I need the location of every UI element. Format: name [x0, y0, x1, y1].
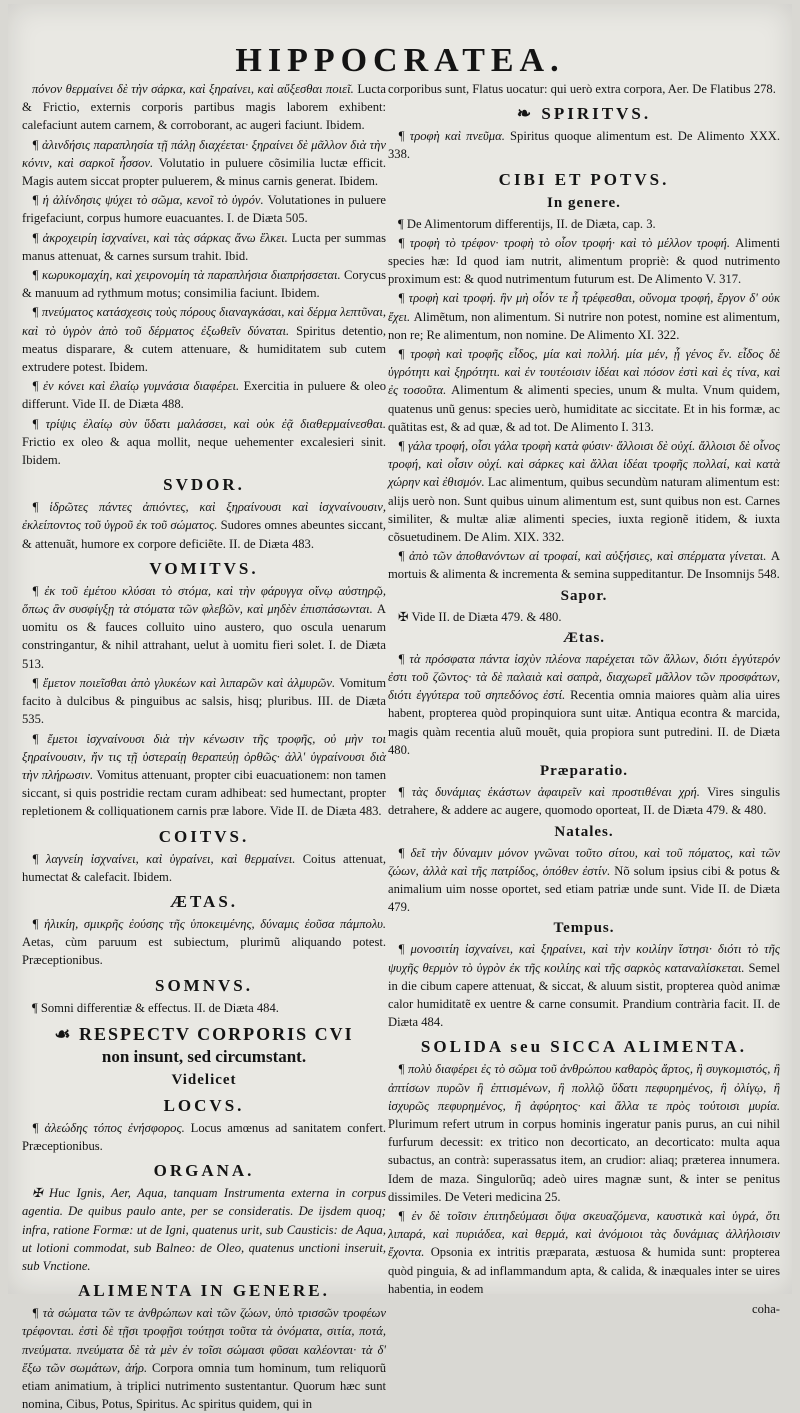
entry-paragraph — [388, 234, 780, 289]
subsection-heading: In genere. — [547, 194, 621, 211]
latin-text: Vires singulis detrahere, & addere ac augere, quomodo oporteat, II. de Diæta 479. & 480. — [388, 785, 780, 818]
entry-paragraph — [22, 850, 386, 886]
section-heading: SVDOR. — [163, 475, 245, 495]
greek-text: ¶ ἐκ τοῦ ἐμέτου κλύσαι τὸ στόμα, καὶ τὴν φάρυγγα οἴνῳ αὐστηρῷ, ὅπως ἂν συσφίγξῃ τὰ στόματα τῶν φλεβῶν, καὶ μηδὲν ἐπισπάσωνται. — [22, 583, 386, 617]
latin-text: ✠ Vide II. de Diæta 479. & 480. — [398, 609, 562, 624]
greek-text: ¶ πνεύματος κατάσχεσις τοὺς πόρους διαναγκάσαι, καὶ δέρμα λεπτῦναι, καὶ τὸ ὑγρὸν ἀπὸ τοῦ δέρματος ἐξωθεῖν δύναται. — [22, 305, 386, 338]
italic-note: ✠ Huc Ignis, Aer, Aqua, tanquam Instrumenta externa in corpus agentia. De quibus paulo ante, per se consideratis. De ijsdem quoq; infra, ratione Formæ: ut de Igni, quatenus urit, sub Causticis: de Aqua, ut lotioni commodat, sub Balneo: de Oleo, quatenus unctioni inseruit, sub Vnctione. — [22, 1186, 386, 1273]
greek-text: ¶ ἀπὸ τῶν ἀποθανόντων αἱ τροφαί, καὶ αὐξήσιες, καὶ σπέρματα γίνεται. — [398, 549, 767, 564]
latin-text: Exercitia in puluere & oleo differunt. Vide II. de Diæta 488. — [22, 379, 386, 412]
entry-paragraph — [22, 674, 386, 729]
greek-text: ¶ κωρυκομαχίη, καὶ χειρονομίη τὰ παραπλήσια διαπρήσσεται. — [32, 268, 341, 283]
greek-text: ¶ δεῖ τὴν δύναμιν μόνον γνῶναι τοῦτο σίτου, καὶ τοῦ πόματος, καὶ τῶν ζώων, ἀλλὰ καὶ τῆς πατρίδος, ὁπόθεν ἐστίν. — [388, 845, 780, 878]
latin-text: Corycus & manuum ad rythmum motus; consimilia faciunt. Ibidem. — [22, 268, 387, 301]
latin-text: Corpora omnia tum hominum, tum reliquorũ etiam animatium, à triplici nutrimento sustentantur. Quorum hæc sunt nomina, Cibus, Potus, Spiritus. Ac spiritus quidem, qui in — [22, 1360, 386, 1412]
greek-text: ¶ ἐν δὲ τοῖσιν ἐπιτηδεύμασι ὄψα σκευαζόμενα, καυστικὰ καὶ ὑγρά, ὅτι λιπαρά, καὶ πυριάδεα, καὶ θερμά, καὶ ἀνόμοιοι τὰς δυνάμιας ἀλλήλοισιν ἔχοντα. — [388, 1208, 780, 1260]
greek-text: ¶ τὰ σώματα τῶν τε ἀνθρώπων καὶ τῶν ζώων, ὑπὸ τρισσῶν τροφέων τρέφονται. ἐστὶ δὲ τῇσι τροφῇσι τούτῃσι τοῦτα τὰ ὀνόματα, σιτία, ποτά, πνεύματα. πνεύματα δὲ τὰ μὲν ἐν τοῖσι σώμασι φῦσαι καλέονται· τὰ δ' ἔξω τῶν σωμάτων, ἀήρ. — [22, 1306, 386, 1375]
section-heading: VOMITVS. — [149, 558, 259, 578]
catchword: coha- — [752, 1301, 780, 1316]
latin-text: Alimentum & alimenti species, unum & multa. Vnum quidem, quatenus unũ genus: species uerò, humiditate ac siccitate. Et in his formæ, ac quãtitas est, & ad quæ, & ad tot. De Alimento I. 313. — [388, 383, 780, 434]
entry-paragraph — [388, 437, 780, 546]
entry-paragraph — [388, 650, 780, 759]
latin-text: Volutationes in puluere frigefaciunt, corpus humore euacuantes. I. de Diæta 505. — [22, 193, 386, 226]
entry-paragraph — [22, 582, 386, 673]
section-heading: ALIMENTA IN GENERE. — [78, 1281, 330, 1301]
subsection-heading: Tempus. — [553, 920, 615, 937]
entry-paragraph — [22, 1119, 386, 1155]
greek-text: ¶ ἀκροχειρίη ἰσχναίνει, καὶ τὰς σάρκας ἄνω ἕλκει. — [32, 230, 288, 245]
entry-paragraph — [22, 191, 386, 227]
entry-paragraph — [388, 940, 780, 1031]
entry-paragraph — [388, 127, 780, 163]
greek-text: ¶ ἔμετον ποιεῖσθαι ἀπὸ γλυκέων καὶ λιπαρῶν καὶ ἁλμυρῶν. — [32, 675, 336, 690]
subsection-heading: Videlicet — [171, 1071, 237, 1088]
subsection-heading: Sapor. — [560, 587, 608, 604]
subsection-heading: Natales. — [554, 823, 614, 840]
entry-paragraph — [22, 303, 386, 376]
greek-text: ¶ πολὺ διαφέρει ἐς τὸ σῶμα τοῦ ἀνθρώπου καθαρὸς ἄρτος, ἢ συγκομιστός, ἢ ἀπτίσων πυρῶν ἢ ἐπτισμένων, ἢ πολλῷ ὕδατι πεφυρημένος, ἢ ὀλίγῳ, ἢ ἰσχυρῶς πεφυρημένος, ἢ ἀφύρητος· καὶ ἄλλα τε πρὸς τούτοισι μυρία. — [388, 1062, 780, 1113]
entry-paragraph — [22, 1304, 386, 1413]
right-column — [388, 80, 781, 1316]
greek-text: ¶ ἔμετοι ἰσχναίνουσι διὰ τὴν κένωσιν τῆς τροφῆς, οὐ μὴν τοι ξηραίνουσιν, ἤν τις τῇ ὑστεραίῃ θεραπεύῃ ὀρθῶς· ἀλλ' ὑγραίνουσι διὰ τὴν πλήρωσιν. — [22, 731, 386, 782]
paragraph: corporibus sunt, Flatus uocatur: qui uerò extra corpora, Aer. De Flatibus 278. — [388, 82, 776, 96]
latin-text: Alimenti species hæ: Id quod iam nutrit, alimentum propriè: & quod nutrimento proximum est: & quod nutrimentum futurum est. De Alimento V. 317. — [388, 235, 780, 287]
greek-text: ¶ γάλα τροφή, οἷσι γάλα τροφὴ κατὰ φύσιν· ἄλλοισι δὲ οὐχί. ἄλλοισι δὲ οἶνος τροφή, καὶ οἷσιν οὐχί. καὶ σάρκες καὶ ἄλλαι ἰδέαι τροφῆς πολλαί, καὶ κατὰ χώρην καὶ ἐθισμόν. — [388, 439, 780, 490]
latin-text: Frictio ex oleo & aqua mollit, neque uehementer excalesieri sinit. Ibidem. — [22, 434, 386, 468]
latin-text: A uomitu os & fauces colluito uino austero, quo oscula uenarum constringantur, & nihil attrahant, uelut à uomitu fieri solet. I. de Diæta 513. — [22, 602, 386, 671]
latin-text: Vomitus attenuant, propter cibi euacuationem: non tamen siccant, si quis postridie rectam curam adhibeat: sed humectant, propter repletionem & colliquationem carnis præ labore. Vide II. de Diæta 483. — [22, 767, 387, 819]
major-heading: ☙ RESPECTV CORPORIS CVI — [54, 1023, 354, 1044]
greek-text: ¶ ἡ ἀλίνδησις ψύχει τὸ σῶμα, κενοῖ τὸ ὑγρόν. — [32, 193, 264, 208]
greek-text: ¶ τροφὴ τὸ τρέφον· τροφὴ τὸ οἷον τροφή· καὶ τὸ μέλλον τροφή. — [398, 235, 731, 250]
entry-paragraph — [22, 999, 386, 1017]
entry-paragraph — [388, 1207, 780, 1298]
greek-text: ¶ ἀλινδήσις παραπλησία τῇ πάλῃ διαχέεται· ξηραίνει δὲ μᾶλλον διὰ τὴν κόνιν, καὶ σαρκοῖ ἧσσον. — [22, 137, 386, 170]
greek-text: ¶ ἀλεώδης τόπος ἐνήσφορος. — [32, 1120, 185, 1135]
entry-paragraph — [388, 1060, 780, 1206]
latin-text: Lucta & Frictio, externis corporis partibus magis laborem exhibent: calefaciunt autem carnem, & corroborant, ac augeri faciunt. Ibidem. — [22, 82, 386, 133]
greek-text: ¶ τρίψις ἐλαίῳ σὺν ὕδατι μαλάσσει, καὶ οὐκ ἐᾷ διαθερμαίνεσθαι. — [32, 416, 386, 431]
entry-paragraph — [388, 289, 780, 344]
greek-text: ¶ τὰς δυνάμιας ἑκάστων ἀφαιρεῖν καὶ προστιθέναι χρή. — [398, 785, 700, 800]
greek-text: πόνον θερμαίνει δὲ τὴν σάρκα, καὶ ξηραίνει, καὶ αὔξεσθαι ποιεῖ. — [32, 82, 354, 96]
greek-text: ¶ ἐν κόνει καὶ ἐλαίῳ γυμνάσια διαφέρει. — [32, 379, 240, 394]
latin-text: Spiritus detentio, meatus disparare, & cutem attenuare, & humiditatem sub cutem extrudere potest. Ibidem. — [22, 323, 386, 375]
subsection-heading: Præparatio. — [539, 763, 629, 780]
latin-text: ¶ De Alimentorum differentijs, II. de Diæta, cap. 3. — [398, 216, 656, 231]
entry-paragraph — [22, 915, 386, 970]
entry-paragraph — [388, 215, 780, 233]
entry-paragraph — [388, 547, 780, 583]
greek-text: ¶ τροφὴ καὶ τροφῆς εἶδος, μία καὶ πολλή. μία μέν, ᾗ γένος ἕν. εἶδος δὲ ὑγρότητι καὶ ξηρότητι. καὶ ἐν τουτέοισιν ἰδέαι καὶ πόσον ἐστὶ καὶ ἐς τίνα, καὶ ἐς τοσοῦτα. — [388, 347, 780, 398]
latin-text: Vomitum facito à dulcibus & pinguibus ac salsis, hisq; pluribus. III. de Diæta 535. — [22, 675, 386, 727]
left-column — [22, 80, 387, 1412]
page — [8, 4, 792, 1412]
latin-text: Aetas, cùm paruum est subiectum, plurimũ aliquando potest. Præceptionibus. — [22, 935, 386, 968]
entry-paragraph — [22, 229, 386, 265]
subsection-heading: Ætas. — [562, 629, 606, 646]
greek-text: ¶ μονοσιτίη ἰσχναίνει, καὶ ξηραίνει, καὶ τὴν κοιλίην ἵστησι· διότι τὸ τῆς ψυχῆς θερμὸν τὸ ὑγρὸν ἐκ τῆς κοιλίης καὶ τῆς σαρκὸς καταναλίσκεται. — [388, 942, 780, 975]
section-heading: ORGANA. — [153, 1161, 255, 1181]
major-heading-subline: non insunt, sed circumstant. — [101, 1046, 307, 1066]
latin-text: Sudores omnes abeuntes siccant, & attenuãt, humore ex corpore deficiẽte. II. de Diæta 483. — [22, 518, 387, 551]
greek-text: ¶ τροφὴ καὶ πνεῦμα. — [398, 129, 505, 144]
latin-text: Lac alimentum, quibus secundùm naturam alimentum est: alijs uerò non. Sunt quibus uinum alimentum est, sunt quibus non est. Carnes similiter, & multæ aliæ alimenti species, iuxta regionẽ itidem, & iuxta cõsuetudinem. De Alim. XIX. 332. — [388, 475, 780, 545]
entry-paragraph — [388, 844, 780, 917]
latin-text: ¶ Somni differentiæ & effectus. II. de Diæta 484. — [32, 1000, 279, 1015]
entry-paragraph — [22, 730, 386, 821]
entry-paragraph — [388, 783, 780, 819]
latin-text: Opsonia ex intritis præparata, æstuosa & humida sunt: propterea quòd pinguia, & ad inflammandum apta, & calida, & inæquales inter se uires habentia, in eodem — [388, 1245, 781, 1296]
latin-text: Nõ solum ipsius cibi & potus & animalium uim nosse oportet, sed etiam patriæ unde sunt. Vide II. de Diæta 479. — [388, 863, 780, 915]
section-heading: COITVS. — [158, 826, 250, 846]
section-heading: SOMNVS. — [155, 975, 253, 995]
greek-text: ¶ τροφὴ καὶ τροφή. ἢν μὴ οἷόν τε ἦ τρέφεσθαι, οὔνομα τροφή, ἔργον δ' οὐκ ἔχει. — [388, 291, 780, 324]
latin-text: Lucta per summas manus attenuat, & carnes sursum trahit. Ibid. — [22, 230, 387, 263]
section-heading: ❧ SPIRITVS. — [516, 104, 652, 124]
entry-paragraph — [388, 608, 780, 626]
section-heading: SOLIDA seu SICCA ALIMENTA. — [420, 1037, 748, 1057]
latin-text: A mortuis & alimenta & incrementa & semina suppeditantur. De Insomnijs 548. — [388, 549, 780, 582]
section-heading: CIBI ET POTVS. — [498, 169, 670, 189]
entry-paragraph — [388, 345, 780, 436]
greek-text: ¶ λαγνείη ἰσχναίνει, καὶ ὑγραίνει, καὶ θερμαίνει. — [32, 851, 296, 866]
latin-text: Locus amœnus ad sanitatem confert. Præceptionibus. — [22, 1120, 386, 1153]
section-heading: ÆTAS. — [169, 891, 239, 911]
latin-text: Plurimum refert utrum in corpus hominis ingeratur panis purus, an cui nihil furfurum decessit: ex tritico non decorticato, an decorticato: multa aqua subactus, an contrà: superassatus item, an crudior: aliaq; præterea innumera. Idem de maza. Singulorũq; adeò uires magnæ sunt, & inter se penitus dissimiles. De Veteri medicina 25. — [388, 1116, 780, 1204]
latin-text: Recentia omnia maiores quàm alia uires habent, propterea quòd propinquiora sunt uitæ. Antiqua econtra & marcida, magis quàm recentia aluũ mouẽt, quia propiora sunt putredini. II. de Diæta 480. — [388, 688, 780, 757]
running-header: HIPPOCRATEA. — [235, 42, 565, 79]
entry-paragraph — [22, 377, 386, 413]
entry-paragraph — [22, 415, 386, 470]
latin-text: Coitus attenuat, humectat & calefacit. Ibidem. — [22, 851, 386, 884]
latin-text: Spiritus quoque alimentum est. De Alimento XXX. 338. — [388, 129, 780, 162]
entry-paragraph — [22, 266, 386, 302]
entry-paragraph — [22, 136, 386, 191]
latin-text: Alimẽtum, non alimentum. Si nutrire non potest, nomine est alimentum, non re; Re alimentum, non nomine. De Alimento XI. 322. — [388, 309, 780, 342]
entry-paragraph — [22, 80, 386, 135]
latin-text: Volutatio in puluere cõsimilia luctæ efficit. Magis autem siccat propter puluerem, & minus carnis generat. Ibidem. — [22, 155, 386, 189]
greek-text: ¶ ἡλικίη, σμικρῆς ἐούσης τῆς ὑποκειμένης, δύναμις ἐοῦσα πάμπολυ. — [32, 916, 386, 931]
section-heading: LOCVS. — [163, 1095, 245, 1115]
greek-text: ¶ τὰ πρόσφατα πάντα ἰσχὺν πλέονα παρέχεται τῶν ἄλλων, διότι ἐγγύτερόν ἐστι τοῦ ζῶντος· τὰ δὲ παλαιὰ καὶ σαπρὰ, διαχωρεῖ μᾶλλον τῶν προσφάτων, διότι ἐγγύτερα τοῦ σηπεδόνος ἐστί. — [388, 651, 780, 703]
greek-text: ¶ ἱδρῶτες πάντες ἀπιόντες, καὶ ξηραίνουσι καὶ ἰσχναίνουσιν, ἐκλείποντος τοῦ ὑγροῦ ἐκ τοῦ σώματος. — [22, 500, 386, 533]
entry-paragraph — [22, 498, 386, 553]
latin-text: Semel in die cibum capere attenuat, & siccat, & aluum sistit, propterea quòd animæ calor humiditatẽ ex uentre & carne consumit. Prandium contrària facit. II. de Diæta 484. — [388, 960, 781, 1030]
